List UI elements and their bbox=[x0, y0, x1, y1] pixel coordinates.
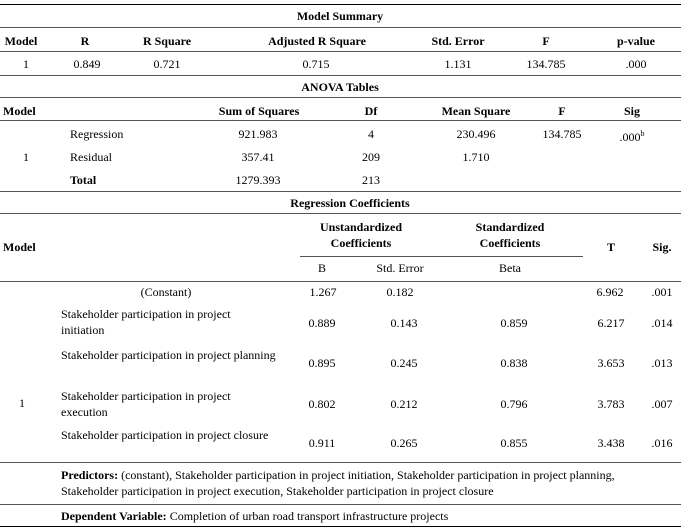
coef-row-t: 6.217 bbox=[597, 316, 625, 330]
anova-model: 1 bbox=[23, 150, 29, 164]
coef-row-b: 0.911 bbox=[308, 436, 336, 450]
predictors-note: Predictors: (constant), Stakeholder participation in project initiation, Stakeholder participation in project planning, Stakeholder participation in project execution, Stakeholder participation in project closure bbox=[61, 468, 615, 498]
divider bbox=[0, 213, 681, 214]
ms-header-r: R bbox=[80, 34, 90, 48]
anova-header-model: Model bbox=[3, 104, 36, 118]
anova-header-df: Df bbox=[364, 104, 378, 118]
anova-header-f: F bbox=[558, 104, 566, 118]
bottom-border bbox=[0, 526, 681, 527]
coef-model: 1 bbox=[19, 396, 25, 410]
ms-r-square: 0.721 bbox=[153, 57, 181, 71]
anova-header-ss: Sum of Squares bbox=[218, 104, 300, 118]
coef-row-label: Stakeholder participation in project initiation bbox=[61, 307, 231, 337]
anova-row-ms: 1.710 bbox=[462, 150, 490, 164]
anova-row-df: 213 bbox=[362, 173, 380, 187]
anova-row-ss: 357.41 bbox=[241, 150, 275, 164]
coef-row-se: 0.143 bbox=[390, 316, 418, 330]
coef-row-t: 3.438 bbox=[597, 436, 625, 450]
top-border bbox=[0, 4, 681, 5]
divider bbox=[0, 27, 681, 28]
ms-header-std-error: Std. Error bbox=[431, 34, 485, 48]
coef-header-model: Model bbox=[3, 240, 36, 254]
coef-row-b: 1.267 bbox=[309, 285, 337, 299]
coef-row-sig: .016 bbox=[651, 436, 673, 450]
anova-row-label: Residual bbox=[70, 150, 112, 164]
divider bbox=[0, 120, 681, 121]
anova-row-sig: .000$^b$ bbox=[619, 129, 645, 144]
coef-header-t: T bbox=[606, 240, 616, 254]
coefficients-title: Regression Coefficients bbox=[290, 196, 410, 210]
coef-row-beta: 0.838 bbox=[500, 356, 528, 370]
coef-row-se: 0.182 bbox=[386, 285, 414, 299]
coef-row-beta: 0.859 bbox=[500, 316, 528, 330]
coef-row-b: 0.889 bbox=[308, 316, 336, 330]
anova-row-label: Regression bbox=[70, 127, 124, 141]
coef-row-sig: .014 bbox=[651, 316, 673, 330]
coef-row-label: (Constant) bbox=[140, 285, 192, 299]
anova-row-ms: 230.496 bbox=[456, 127, 496, 141]
coef-row-label: Stakeholder participation in project execution bbox=[61, 389, 231, 419]
subheader-divider bbox=[300, 256, 583, 257]
anova-header-sig: Sig bbox=[623, 104, 641, 118]
coef-row-se: 0.212 bbox=[390, 397, 418, 411]
coef-row-t: 3.653 bbox=[597, 356, 625, 370]
coef-row-b: 0.802 bbox=[308, 397, 336, 411]
ms-header-adj-r-square: Adjusted R Square bbox=[268, 34, 366, 48]
divider bbox=[0, 462, 681, 463]
dependent-variable-note: Dependent Variable: Completion of urban road transport infrastructure projects bbox=[61, 509, 449, 523]
ms-header-r-square: R Square bbox=[142, 34, 192, 48]
coef-header-unstandardized: Unstandardized Coefficients bbox=[319, 220, 402, 250]
sig-superscript: b bbox=[640, 129, 645, 138]
coef-row-t: 3.783 bbox=[597, 397, 625, 411]
coef-row-se: 0.245 bbox=[390, 356, 418, 370]
coef-row-sig: .013 bbox=[651, 356, 673, 370]
ms-std-error: 1.131 bbox=[444, 57, 472, 71]
coef-header-beta: Beta bbox=[499, 261, 521, 275]
divider bbox=[0, 51, 681, 52]
coef-header-standardized: Standardized Coefficients bbox=[475, 220, 545, 250]
ms-header-f: F bbox=[542, 34, 550, 48]
coef-row-sig: .007 bbox=[651, 397, 673, 411]
coef-row-label: Stakeholder participation in project planning bbox=[61, 348, 276, 362]
anova-title: ANOVA Tables bbox=[301, 80, 379, 94]
ms-f: 134.785 bbox=[526, 57, 566, 71]
ms-header-model: Model bbox=[4, 34, 38, 48]
coef-row-beta: 0.796 bbox=[500, 397, 528, 411]
coef-header-std-error: Std. Error bbox=[376, 261, 424, 275]
ms-adj-r-square: 0.715 bbox=[302, 57, 330, 71]
anova-header-ms: Mean Square bbox=[441, 104, 511, 118]
anova-row-ss: 921.983 bbox=[238, 127, 278, 141]
anova-row-ss: 1279.393 bbox=[235, 173, 281, 187]
ms-header-p-value: p-value bbox=[616, 34, 656, 48]
anova-row-f: 134.785 bbox=[542, 127, 582, 141]
coef-header-sig: Sig. bbox=[652, 240, 672, 254]
divider bbox=[0, 504, 681, 505]
divider bbox=[0, 281, 681, 282]
anova-row-df: 4 bbox=[368, 127, 374, 141]
divider bbox=[0, 191, 681, 192]
coef-row-t: 6.962 bbox=[596, 285, 624, 299]
anova-row-label: Total bbox=[70, 173, 97, 187]
coef-row-se: 0.265 bbox=[390, 436, 418, 450]
coef-row-sig: .001 bbox=[651, 285, 673, 299]
coef-row-beta: 0.855 bbox=[500, 436, 528, 450]
model-summary-title: Model Summary bbox=[296, 9, 384, 23]
ms-r: 0.849 bbox=[73, 57, 101, 71]
divider bbox=[0, 97, 681, 98]
divider bbox=[0, 75, 681, 76]
coef-header-b: B bbox=[317, 261, 327, 275]
coef-row-b: 0.895 bbox=[308, 356, 336, 370]
coef-row-label: Stakeholder participation in project closure bbox=[61, 428, 269, 442]
anova-row-df: 209 bbox=[362, 150, 380, 164]
ms-model: 1 bbox=[23, 57, 29, 71]
ms-p-value: .000 bbox=[625, 57, 647, 71]
